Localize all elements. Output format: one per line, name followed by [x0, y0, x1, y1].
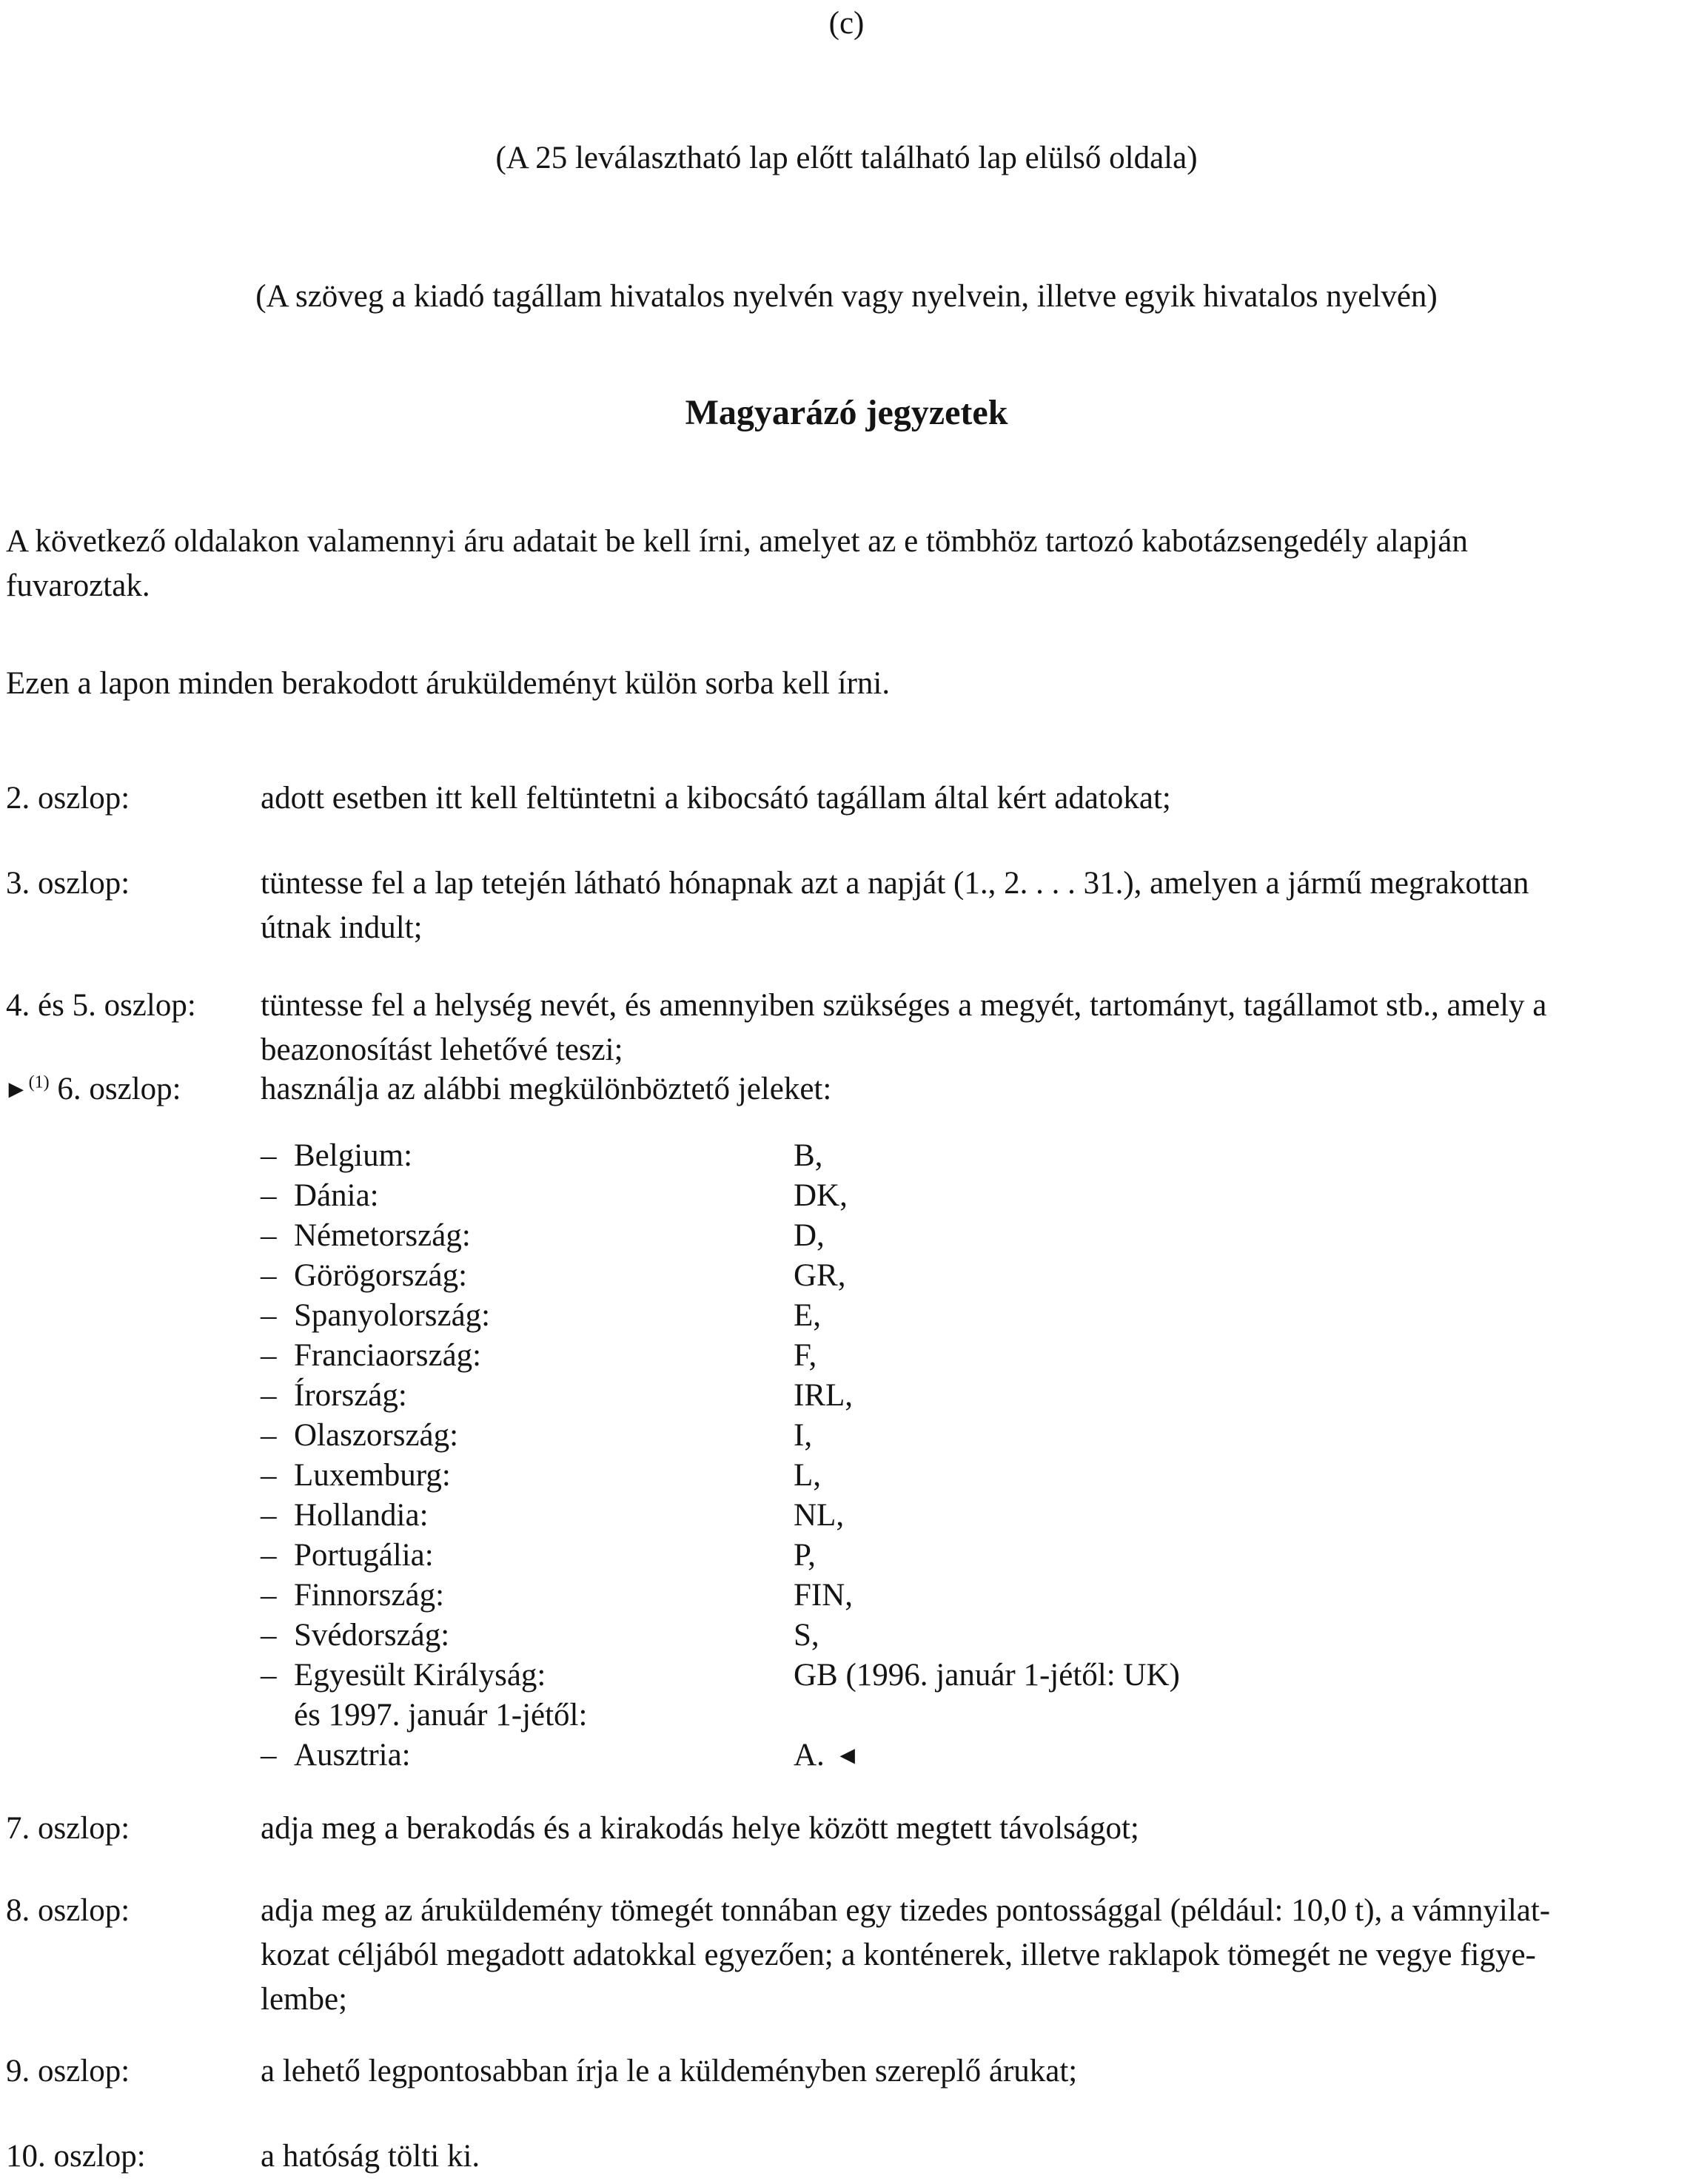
- dash-icon: –: [261, 1338, 277, 1373]
- intro-paragraph-2: Ezen a lapon minden berakodott áruküldeményt külön sorba kell írni.: [6, 666, 891, 701]
- definition-row-column-10: [0, 2134, 1693, 2179]
- country-row-united-kingdom-continuation: [261, 1696, 1689, 1736]
- country-row-france: [261, 1336, 1689, 1376]
- country-code: B,: [794, 1138, 823, 1173]
- page-title: Magyarázó jegyzetek: [685, 393, 1008, 432]
- country-name: Németország:: [294, 1218, 471, 1253]
- country-code: NL,: [794, 1498, 845, 1533]
- language-note: (A szöveg a kiadó tagállam hivatalos nyelvén vagy nyelvein, illetve egyik hivatalos nyelvén): [255, 279, 1438, 314]
- country-name: Spanyolország:: [294, 1298, 491, 1333]
- definition-text-line: kozat céljából megadott adatokkal egyezően; a konténerek, illetve raklapok tömegét ne vegye figye-: [261, 1938, 1536, 1972]
- definition-text: [261, 2134, 1686, 2179]
- definition-text-line: útnak indult;: [261, 910, 423, 945]
- definition-label: 3. oszlop:: [6, 866, 130, 901]
- dash-icon: –: [261, 1418, 277, 1453]
- country-name: Görögország:: [294, 1258, 468, 1293]
- definition-row-column-2: [0, 776, 1693, 821]
- country-code: I,: [794, 1418, 813, 1453]
- definition-text: [261, 1067, 1686, 1112]
- dash-icon: –: [261, 1578, 277, 1613]
- definition-label: 4. és 5. oszlop:: [6, 988, 196, 1023]
- intro-paragraph-1-line-2: fuvaroztak.: [6, 568, 150, 603]
- definition-text-line: a hatóság tölti ki.: [261, 2139, 480, 2174]
- definition-label: 9. oszlop:: [6, 2054, 130, 2089]
- corner-mark: (c): [828, 6, 865, 41]
- definition-row-column-3: [0, 861, 1693, 945]
- country-row-italy: [261, 1416, 1689, 1456]
- country-code: DK,: [794, 1178, 848, 1213]
- country-name: Ausztria:: [294, 1738, 411, 1773]
- country-name: Luxemburg:: [294, 1458, 451, 1493]
- country-row-austria: [261, 1736, 1689, 1775]
- definition-text: [261, 984, 1686, 1072]
- dash-icon: –: [261, 1178, 277, 1213]
- country-name: Dánia:: [294, 1178, 379, 1213]
- amendment-footnote-ref: (1): [28, 1072, 50, 1092]
- country-code: P,: [794, 1538, 816, 1573]
- country-name: Portugália:: [294, 1538, 434, 1573]
- definition-label: 2. oszlop:: [6, 781, 130, 816]
- country-row-germany: [261, 1216, 1689, 1256]
- dash-icon: –: [261, 1658, 277, 1693]
- definition-row-column-8: [0, 1889, 1693, 2017]
- intro-paragraph-1: [6, 520, 1687, 608]
- definition-text-line: adja meg az áruküldemény tömegét tonnában egy tizedes pontossággal (például: 10,0 t), a vámnyilat-: [261, 1893, 1551, 1928]
- country-row-denmark: [261, 1176, 1689, 1216]
- definition-text: [261, 2049, 1686, 2094]
- definition-text-line: beazonosítást lehetővé teszi;: [261, 1032, 623, 1067]
- country-name: Olaszország:: [294, 1418, 459, 1453]
- definition-row-column-7: [0, 1807, 1693, 1851]
- country-code: GB (1996. január 1-jétől: UK): [794, 1658, 1180, 1693]
- dash-icon: –: [261, 1138, 277, 1173]
- country-row-greece: [261, 1256, 1689, 1296]
- country-name: Egyesült Királyság:: [294, 1658, 546, 1693]
- country-code-group: [794, 1736, 859, 1778]
- country-row-belgium: [261, 1136, 1689, 1176]
- country-code: L,: [794, 1458, 822, 1493]
- definition-text: [261, 1889, 1686, 2022]
- country-code: E,: [794, 1298, 822, 1333]
- country-name: Írország:: [294, 1378, 407, 1413]
- country-row-sweden: [261, 1616, 1689, 1656]
- country-code: GR,: [794, 1258, 846, 1293]
- definition-text-line: tüntesse fel a helység nevét, és amennyiben szükséges a megyét, tartományt, tagállamot stb., amely a: [261, 988, 1547, 1023]
- definition-label: 10. oszlop:: [6, 2139, 146, 2174]
- definition-label: 6. oszlop:: [57, 1072, 181, 1106]
- country-code: A.: [794, 1738, 825, 1773]
- country-name-continuation: és 1997. január 1-jétől:: [294, 1698, 588, 1733]
- definition-label-group: [4, 1067, 181, 1114]
- definition-text: [261, 776, 1686, 821]
- dash-icon: –: [261, 1618, 277, 1653]
- definition-text: [261, 861, 1686, 950]
- definition-text-line: adja meg a berakodás és a kirakodás helye között megtett távolságot;: [261, 1811, 1139, 1846]
- amendment-start-marker-icon: ►: [4, 1076, 29, 1103]
- dash-icon: –: [261, 1218, 277, 1253]
- country-row-netherlands: [261, 1496, 1689, 1536]
- definition-text: [261, 1807, 1686, 1851]
- definition-text-line: a lehető legpontosabban írja le a küldeményben szereplő árukat;: [261, 2054, 1078, 2089]
- dash-icon: –: [261, 1458, 277, 1493]
- amendment-end-marker-icon: ◄: [834, 1742, 860, 1770]
- definition-label: 8. oszlop:: [6, 1893, 130, 1928]
- country-code: D,: [794, 1218, 825, 1253]
- country-code: F,: [794, 1338, 817, 1373]
- dash-icon: –: [261, 1298, 277, 1333]
- country-name: Franciaország:: [294, 1338, 482, 1373]
- definition-row-column-9: [0, 2049, 1693, 2094]
- definition-text-line: használja az alábbi megkülönböztető jeleket:: [261, 1072, 832, 1106]
- definition-label: 7. oszlop:: [6, 1811, 130, 1846]
- intro-paragraph-1-line-1: A következő oldalakon valamennyi áru adatait be kell írni, amelyet az e tömbhöz tartozó kabotázsengedély alapján: [6, 524, 1468, 559]
- country-name: Finnország:: [294, 1578, 445, 1613]
- dash-icon: –: [261, 1538, 277, 1573]
- country-row-ireland: [261, 1376, 1689, 1416]
- country-code: FIN,: [794, 1578, 854, 1613]
- country-row-united-kingdom: [261, 1656, 1689, 1696]
- dash-icon: –: [261, 1498, 277, 1533]
- country-row-portugal: [261, 1536, 1689, 1576]
- country-row-finland: [261, 1576, 1689, 1616]
- definition-text-line: adott esetben itt kell feltüntetni a kibocsátó tagállam által kért adatokat;: [261, 781, 1171, 816]
- country-code: S,: [794, 1618, 819, 1653]
- country-code: IRL,: [794, 1378, 854, 1413]
- front-side-note: (A 25 leválasztható lap előtt található lap elülső oldala): [495, 141, 1198, 175]
- country-name: Belgium:: [294, 1138, 413, 1173]
- dash-icon: –: [261, 1378, 277, 1413]
- dash-icon: –: [261, 1258, 277, 1293]
- definition-row-column-6: [0, 1067, 1693, 1112]
- definition-text-line: tüntesse fel a lap tetején látható hónapnak azt a napját (1., 2. . . . 31.), amelyen a jármű megrakottan: [261, 866, 1529, 901]
- dash-icon: –: [261, 1738, 277, 1773]
- country-name: Hollandia:: [294, 1498, 429, 1533]
- country-row-luxembourg: [261, 1456, 1689, 1496]
- definition-row-columns-4-5: [0, 984, 1693, 1067]
- country-name: Svédország:: [294, 1618, 450, 1653]
- country-row-spain: [261, 1296, 1689, 1336]
- definition-text-line: lembe;: [261, 1982, 348, 2017]
